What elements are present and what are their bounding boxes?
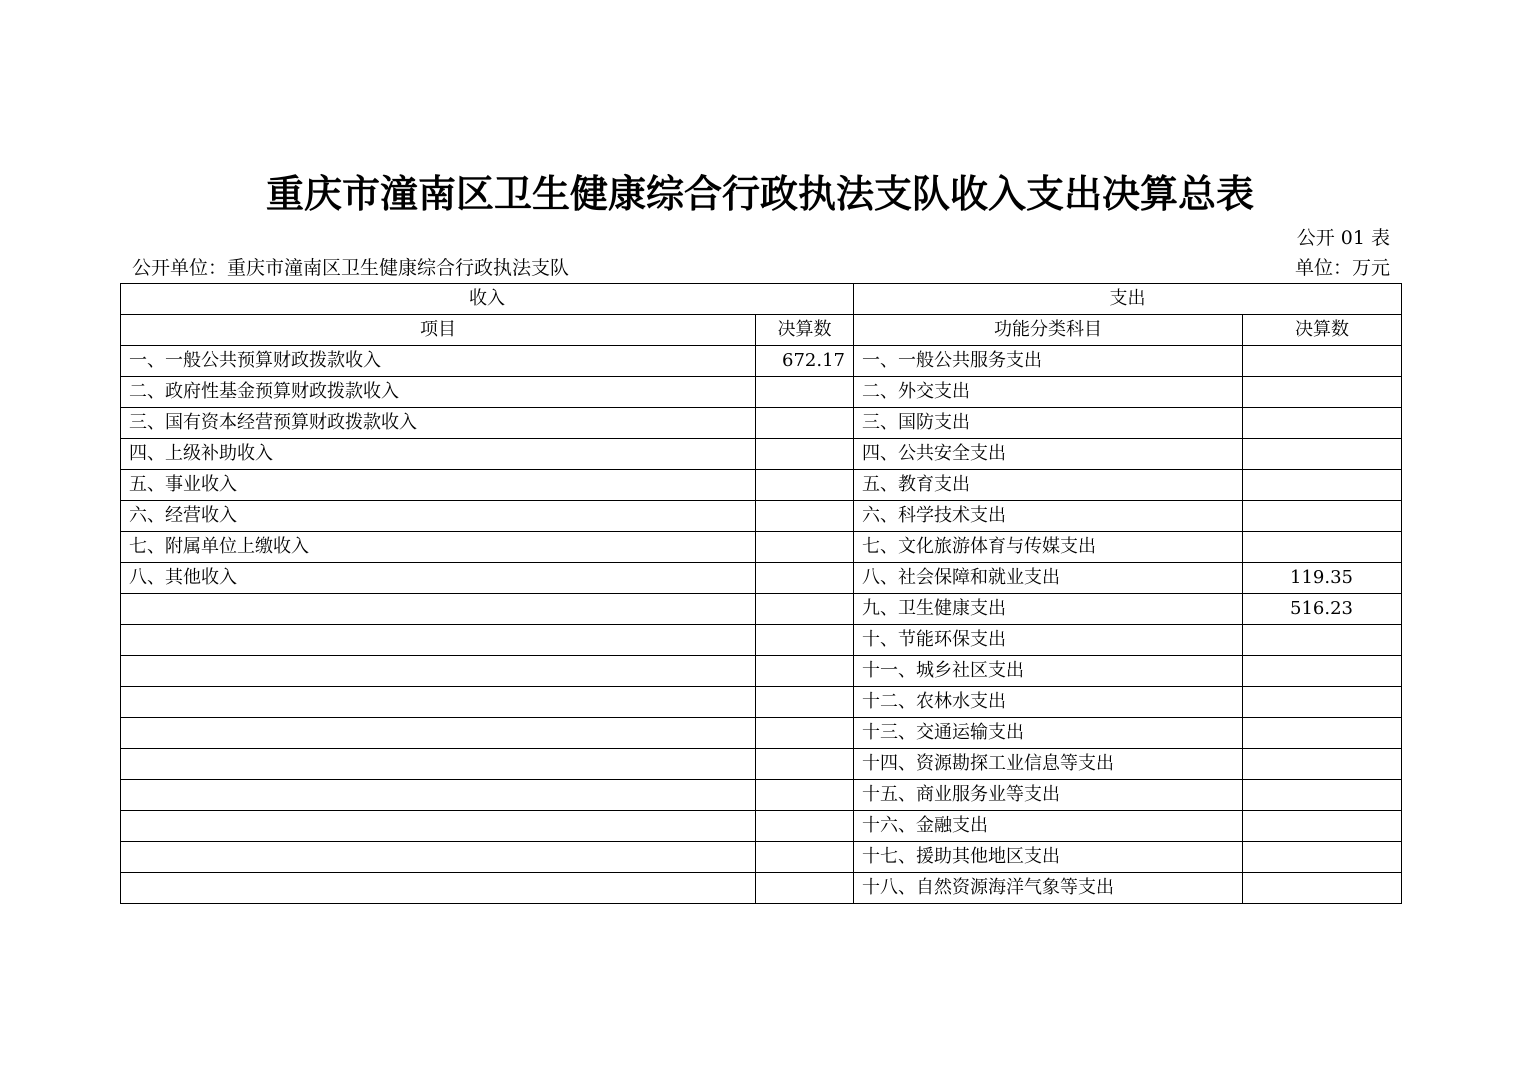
expense-item-cell: 十四、资源勘探工业信息等支出 [854,749,1243,780]
table-row [121,656,1402,687]
income-item-cell [121,625,756,656]
expense-item-cell: 十二、农林水支出 [854,687,1243,718]
income-amount-cell [756,625,854,656]
income-amount-cell [756,842,854,873]
expense-item-cell: 十七、援助其他地区支出 [854,842,1243,873]
expense-item-cell: 十八、自然资源海洋气象等支出 [854,873,1243,904]
income-amount-cell [756,656,854,687]
table-row [121,501,1402,532]
expense-amount-cell [1243,811,1402,842]
table-header-group-row [121,284,1402,315]
income-item-cell: 一、一般公共预算财政拨款收入 [121,346,756,377]
expense-item-cell: 三、国防支出 [854,408,1243,439]
table-row [121,811,1402,842]
expense-amount-cell [1243,873,1402,904]
income-item-cell [121,873,756,904]
expense-amount-cell [1243,346,1402,377]
table-row [121,594,1402,625]
expense-item-cell: 二、外交支出 [854,377,1243,408]
expense-item-cell: 十、节能环保支出 [854,625,1243,656]
income-item-cell [121,718,756,749]
currency-unit: 单位：万元 [1294,257,1390,279]
table-row [121,842,1402,873]
income-amount-cell [756,408,854,439]
income-amount-cell [756,749,854,780]
income-item-cell [121,749,756,780]
table-row [121,470,1402,501]
income-amount-cell [756,439,854,470]
expense-amount-cell: 119.35 [1243,563,1402,594]
budget-summary-table [120,283,1402,904]
function-subject-header: 功能分类科目 [854,315,1243,346]
income-amount-cell [756,780,854,811]
income-item-cell [121,594,756,625]
income-item-cell [121,780,756,811]
income-item-cell [121,842,756,873]
expense-group-header: 支出 [854,284,1402,315]
expense-amount-cell [1243,532,1402,563]
table-row [121,408,1402,439]
expense-amount-cell [1243,718,1402,749]
income-item-cell [121,687,756,718]
table-row [121,563,1402,594]
table-row [121,377,1402,408]
form-number: 公开 01 表 [1296,227,1390,249]
income-item-cell: 八、其他收入 [121,563,756,594]
expense-amount-cell [1243,408,1402,439]
income-item-cell: 三、国有资本经营预算财政拨款收入 [121,408,756,439]
table-row [121,873,1402,904]
income-item-cell: 六、经营收入 [121,501,756,532]
expense-amount-cell [1243,749,1402,780]
expense-item-cell: 十一、城乡社区支出 [854,656,1243,687]
expense-amount-cell: 516.23 [1243,594,1402,625]
income-item-cell [121,811,756,842]
publishing-unit: 公开单位：重庆市潼南区卫生健康综合行政执法支队 [132,257,570,279]
income-amount-cell [756,811,854,842]
table-row [121,346,1402,377]
expense-amount-cell [1243,780,1402,811]
table-row [121,718,1402,749]
income-group-header: 收入 [121,284,854,315]
income-item-cell: 二、政府性基金预算财政拨款收入 [121,377,756,408]
expense-item-cell: 一、一般公共服务支出 [854,346,1243,377]
expense-item-cell: 四、公共安全支出 [854,439,1243,470]
expense-amount-cell [1243,625,1402,656]
income-amount-cell [756,501,854,532]
expense-amount-cell [1243,501,1402,532]
expense-amount-cell [1243,377,1402,408]
expense-item-cell: 七、文化旅游体育与传媒支出 [854,532,1243,563]
table-row [121,687,1402,718]
income-amount-header: 决算数 [756,315,854,346]
income-amount-cell: 672.17 [756,346,854,377]
table-row [121,625,1402,656]
expense-item-cell: 十六、金融支出 [854,811,1243,842]
expense-amount-cell [1243,470,1402,501]
income-amount-cell [756,377,854,408]
income-item-cell [121,656,756,687]
income-item-cell: 四、上级补助收入 [121,439,756,470]
income-amount-cell [756,718,854,749]
page-title: 重庆市潼南区卫生健康综合行政执法支队收入支出决算总表 [265,171,1254,216]
expense-item-cell: 十三、交通运输支出 [854,718,1243,749]
expense-amount-header: 决算数 [1243,315,1402,346]
income-amount-cell [756,470,854,501]
expense-item-cell: 九、卫生健康支出 [854,594,1243,625]
income-item-cell: 七、附属单位上缴收入 [121,532,756,563]
expense-amount-cell [1243,439,1402,470]
expense-amount-cell [1243,687,1402,718]
expense-item-cell: 八、社会保障和就业支出 [854,563,1243,594]
income-amount-cell [756,594,854,625]
expense-item-cell: 六、科学技术支出 [854,501,1243,532]
income-amount-cell [756,563,854,594]
expense-item-cell: 十五、商业服务业等支出 [854,780,1243,811]
income-amount-cell [756,532,854,563]
expense-amount-cell [1243,842,1402,873]
table-row [121,439,1402,470]
income-amount-cell [756,687,854,718]
income-item-header: 项目 [121,315,756,346]
table-row [121,532,1402,563]
expense-amount-cell [1243,656,1402,687]
table-header-row [121,315,1402,346]
table-row [121,780,1402,811]
table-row [121,749,1402,780]
income-item-cell: 五、事业收入 [121,470,756,501]
income-amount-cell [756,873,854,904]
expense-item-cell: 五、教育支出 [854,470,1243,501]
